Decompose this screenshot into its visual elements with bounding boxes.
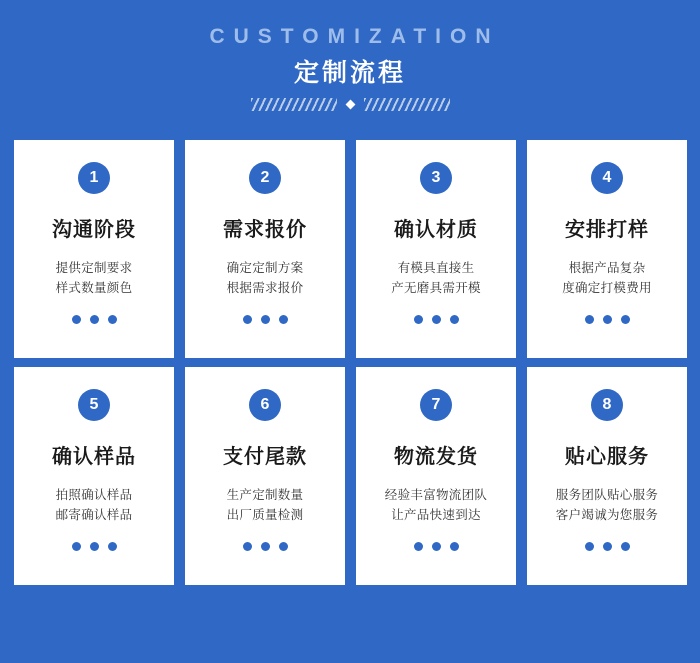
step-card-8 (527, 367, 687, 585)
step-number-badge: 7 (420, 389, 452, 421)
dot-icon (72, 315, 81, 324)
step-description-line-2: 让产品快速到达 (391, 508, 481, 522)
step-card-5 (14, 367, 174, 585)
step-dots (14, 542, 174, 551)
dot-icon (261, 315, 270, 324)
step-title: 安排打样 (565, 219, 649, 241)
dot-icon (621, 542, 630, 551)
step-description-line-1: 根据产品复杂 (568, 261, 646, 275)
dot-icon (90, 542, 99, 551)
step-card-6 (185, 367, 345, 585)
step-dots (527, 542, 687, 551)
step-description-line-2: 根据需求报价 (226, 281, 304, 295)
step-dots (527, 315, 687, 324)
step-number-badge: 4 (591, 162, 623, 194)
step-number-badge: 1 (78, 162, 110, 194)
step-number-badge: 2 (249, 162, 281, 194)
step-title: 确认样品 (52, 446, 136, 468)
step-description (391, 258, 481, 298)
step-description-line-1: 确定定制方案 (226, 261, 304, 275)
dot-icon (414, 542, 423, 551)
step-description-line-1: 服务团队贴心服务 (555, 488, 659, 502)
step-description-line-2: 客户竭诚为您服务 (555, 508, 659, 522)
dot-icon (108, 315, 117, 324)
dot-icon (279, 315, 288, 324)
step-description (227, 485, 304, 525)
step-title: 确认材质 (394, 219, 478, 241)
step-description-line-1: 生产定制数量 (226, 488, 304, 502)
dot-icon (243, 315, 252, 324)
dot-icon (243, 542, 252, 551)
step-card-3 (356, 140, 516, 358)
dot-icon (72, 542, 81, 551)
dot-icon (450, 315, 459, 324)
header-decoration (0, 98, 700, 111)
step-description-line-1: 拍照确认样品 (55, 488, 133, 502)
step-description-line-1: 经验丰富物流团队 (384, 488, 488, 502)
dot-icon (450, 542, 459, 551)
dot-icon (603, 542, 612, 551)
page-title-chinese: 定制流程 (293, 59, 406, 87)
step-description (562, 258, 652, 298)
step-card-1 (14, 140, 174, 358)
step-description (56, 485, 133, 525)
step-dots (14, 315, 174, 324)
step-card-2 (185, 140, 345, 358)
step-title: 支付尾款 (223, 446, 307, 468)
dot-icon (603, 315, 612, 324)
step-number-badge: 6 (249, 389, 281, 421)
diamond-icon (345, 100, 355, 110)
hatch-left-icon (251, 98, 337, 111)
dot-icon (432, 315, 441, 324)
dot-icon (432, 542, 441, 551)
dot-icon (108, 542, 117, 551)
step-title: 贴心服务 (565, 446, 649, 468)
page-header (0, 0, 700, 111)
step-card-4 (527, 140, 687, 358)
dot-icon (585, 542, 594, 551)
step-dots (356, 542, 516, 551)
dot-icon (621, 315, 630, 324)
step-dots (356, 315, 516, 324)
step-number-badge: 8 (591, 389, 623, 421)
step-dots (185, 315, 345, 324)
step-description-line-2: 样式数量颜色 (55, 281, 133, 295)
step-description-line-2: 产无磨具需开模 (391, 281, 481, 295)
step-dots (185, 542, 345, 551)
step-number-badge: 3 (420, 162, 452, 194)
dot-icon (585, 315, 594, 324)
hatch-right-icon (364, 98, 450, 111)
step-description-line-2: 邮寄确认样品 (55, 508, 133, 522)
dot-icon (414, 315, 423, 324)
step-title: 需求报价 (223, 219, 307, 241)
step-description (56, 258, 133, 298)
steps-grid (14, 140, 686, 585)
step-description-line-2: 出厂质量检测 (226, 508, 304, 522)
step-description-line-1: 有模具直接生 (397, 261, 475, 275)
step-description (556, 485, 658, 525)
page-title-english: CUSTOMIZATION (209, 25, 500, 48)
step-card-7 (356, 367, 516, 585)
step-title: 沟通阶段 (52, 219, 136, 241)
dot-icon (90, 315, 99, 324)
step-description (385, 485, 487, 525)
step-description-line-1: 提供定制要求 (55, 261, 133, 275)
step-number-badge: 5 (78, 389, 110, 421)
step-title: 物流发货 (394, 446, 478, 468)
dot-icon (261, 542, 270, 551)
dot-icon (279, 542, 288, 551)
step-description-line-2: 度确定打模费用 (562, 281, 652, 295)
step-description (227, 258, 304, 298)
